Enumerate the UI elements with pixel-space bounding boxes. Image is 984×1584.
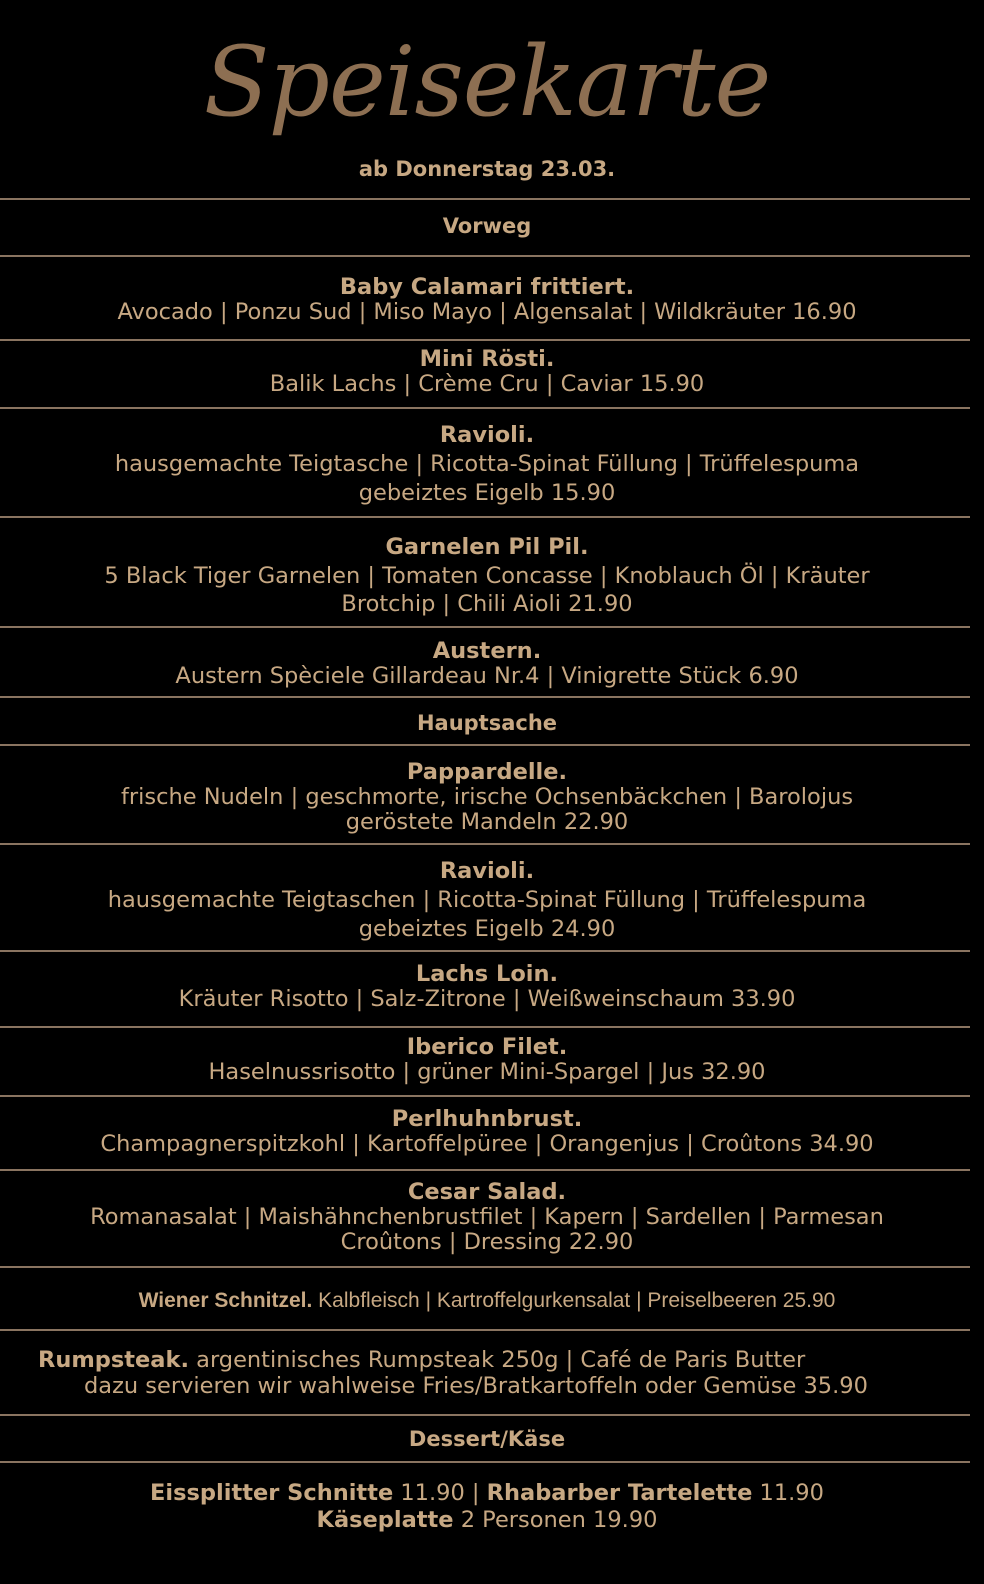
menu-item-austern (0, 639, 974, 689)
item-description: hausgemachte Teigtaschen | Ricotta-Spinat Füllung | Trüffelespuma (107, 887, 867, 913)
menu-subtitle: ab Donnerstag 23.03. (358, 157, 616, 181)
item-price: 2 Personen 19.90 (453, 1507, 658, 1533)
divider (0, 1329, 970, 1331)
item-description: Avocado | Ponzu Sud | Miso Mayo | Algensalat | Wildkräuter 16.90 (117, 299, 857, 325)
divider (0, 407, 970, 409)
item-name: Austern. (432, 638, 542, 664)
item-name: Garnelen Pil Pil. (385, 534, 589, 560)
divider (0, 696, 970, 698)
item-description: hausgemachte Teigtasche | Ricotta-Spinat Füllung | Trüffelespuma (114, 451, 860, 477)
menu-item-calamari (0, 275, 974, 325)
item-description-cont: Brotchip | Chili Aioli 21.90 (341, 591, 633, 617)
item-description-cont: dazu servieren wir wahlweise Fries/Bratkartoffeln oder Gemüse 35.90 (84, 1373, 868, 1399)
item-name: Perlhuhnbrust. (391, 1106, 583, 1132)
item-description: Champagnerspitzkohl | Kartoffelpüree | Orangenjus | Croûtons 34.90 (100, 1131, 874, 1157)
item-description-cont: gebeiztes Eigelb 15.90 (358, 480, 616, 506)
item-name: Eissplitter Schnitte (150, 1480, 394, 1506)
section-heading-dessert: Dessert/Käse (408, 1427, 566, 1451)
item-name: Pappardelle. (406, 759, 568, 785)
menu-item-dessert (0, 1480, 974, 1534)
divider (0, 198, 970, 200)
section-heading-hauptsache: Hauptsache (416, 711, 558, 735)
item-description-cont: geröstete Mandeln 22.90 (345, 809, 629, 835)
item-description: Kalbfleisch | Kartroffelgurkensalat | Preiselbeeren 25.90 (312, 1289, 836, 1312)
menu-item-pappardelle (0, 760, 974, 835)
divider (0, 255, 970, 257)
item-name: Rumpsteak. (38, 1347, 189, 1373)
item-description: Kräuter Risotto | Salz-Zitrone | Weißweinschaum 33.90 (178, 986, 796, 1012)
menu-item-cesar-salad (0, 1180, 974, 1255)
menu-item-lachs (0, 962, 974, 1012)
divider (0, 516, 970, 518)
item-description: Romanasalat | Maishähnchenbrustfilet | Kapern | Sardellen | Parmesan (90, 1204, 884, 1230)
menu-item-schnitzel (0, 1288, 974, 1313)
item-name: Iberico Filet. (406, 1034, 568, 1060)
divider (0, 626, 970, 628)
divider (0, 744, 970, 746)
menu-item-roesti (0, 347, 974, 397)
item-description: Haselnussrisotto | grüner Mini-Spargel | Jus 32.90 (208, 1059, 766, 1085)
divider (0, 843, 970, 845)
menu-item-iberico (0, 1035, 974, 1085)
item-name: Käseplatte (316, 1507, 454, 1533)
divider (0, 950, 970, 952)
item-name: Lachs Loin. (415, 961, 559, 987)
menu-item-garnelen (0, 533, 974, 619)
item-description: frische Nudeln | geschmorte, irische Ochsenbäckchen | Barolojus (120, 784, 854, 810)
menu-item-ravioli-starter (0, 421, 974, 508)
divider (0, 1095, 970, 1097)
menu-title: Speisekarte (203, 26, 771, 138)
item-price: 11.90 | (393, 1480, 487, 1506)
item-description-cont: Croûtons | Dressing 22.90 (340, 1229, 634, 1255)
divider (0, 1461, 970, 1463)
divider (0, 1266, 970, 1268)
divider (0, 1026, 970, 1028)
item-description: Balik Lachs | Crème Cru | Caviar 15.90 (269, 371, 705, 397)
item-price: 11.90 (752, 1480, 824, 1506)
menu-item-rumpsteak (0, 1347, 974, 1399)
item-description-cont: gebeiztes Eigelb 24.90 (358, 916, 616, 942)
divider (0, 1169, 970, 1171)
menu-item-perlhuhn (0, 1107, 974, 1157)
menu-item-ravioli-main (0, 857, 974, 944)
divider (0, 1414, 970, 1416)
item-description: argentinisches Rumpsteak 250g | Café de Paris Butter (189, 1347, 806, 1373)
item-name: Baby Calamari frittiert. (339, 274, 635, 300)
section-heading-vorweg: Vorweg (442, 214, 532, 238)
item-name: Wiener Schnitzel. (138, 1289, 313, 1312)
item-description: Austern Spèciele Gillardeau Nr.4 | Vinigrette Stück 6.90 (175, 663, 799, 689)
divider (0, 339, 970, 341)
item-description: 5 Black Tiger Garnelen | Tomaten Concasse | Knoblauch Öl | Kräuter (104, 562, 870, 589)
item-name: Rhabarber Tartelette (486, 1480, 753, 1506)
item-name: Cesar Salad. (407, 1179, 567, 1205)
item-name: Mini Rösti. (419, 346, 555, 372)
item-name: Ravioli. (439, 422, 535, 448)
item-name: Ravioli. (439, 858, 535, 884)
